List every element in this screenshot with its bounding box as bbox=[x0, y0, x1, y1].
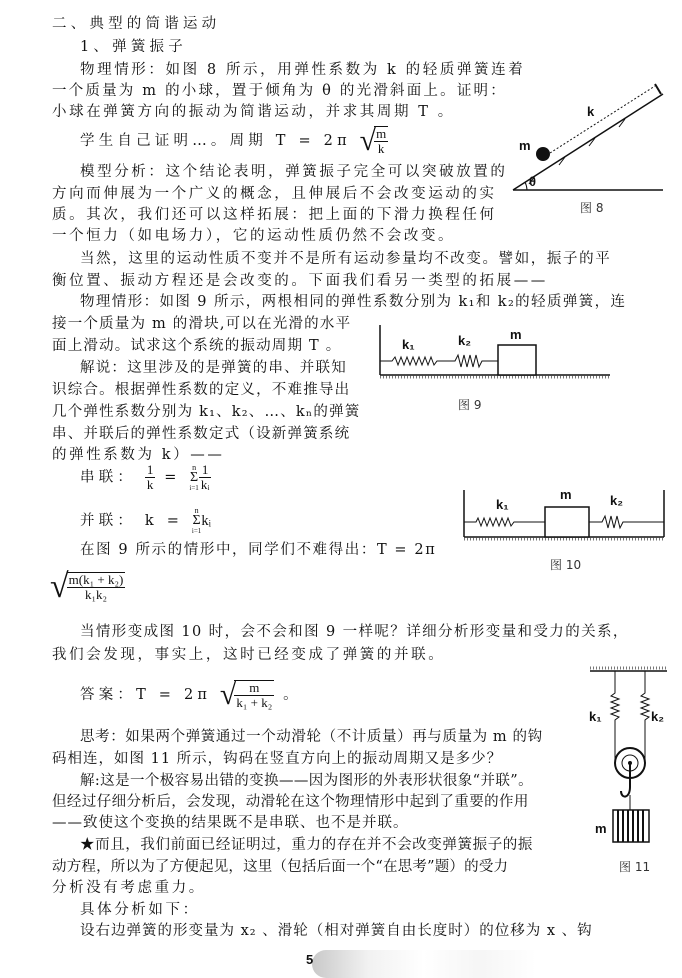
paragraph-line: 动方程，所以为了方便起见，这里（包括后面一个“在思考”题）的受力 bbox=[52, 859, 509, 875]
paragraph-line: 接一个质量为 m 的滑块,可以在光滑的水平 bbox=[52, 316, 352, 332]
paragraph-line: 思考：如果两个弹簧通过一个动滑轮（不计质量）再与质量为 m 的钩 bbox=[80, 729, 543, 745]
sqrt: √ $\frac{m}{k}$ bbox=[359, 124, 387, 157]
paragraph-line: 我们会发现，事实上，这时已经变成了弹簧的并联。 bbox=[52, 647, 446, 663]
label-k1: k₁ bbox=[589, 709, 602, 724]
period-formula bbox=[80, 126, 388, 156]
label-k2: k₂ bbox=[651, 709, 665, 724]
formula-label: 串联： bbox=[80, 469, 137, 486]
denominator: k₁ + k₂ bbox=[236, 695, 273, 710]
paragraph-line: 识综合。根据弹性系数的定义，不难推导出 bbox=[52, 382, 351, 398]
paragraph-line: 几个弹性系数分别为 k₁、k₂、…、kₙ的弹簧 bbox=[52, 404, 361, 420]
denominator: k₁k₂ bbox=[84, 587, 108, 602]
label-m: m bbox=[510, 327, 522, 342]
label-k: k bbox=[587, 104, 595, 119]
paragraph-line: 面上滑动。试求这个系统的振动周期 T 。 bbox=[52, 338, 342, 354]
summation: n Σ i=1 bbox=[189, 462, 199, 492]
scan-smudge bbox=[312, 950, 592, 978]
figure-11-pulley-springs bbox=[585, 665, 670, 880]
paragraph-line: 当然，这里的运动性质不变并不是所有运动参量均不改变。譬如，振子的平 bbox=[80, 251, 612, 267]
paragraph-line: 质。其次，我们还可以这样拓展：把上面的下滑力换程任何 bbox=[52, 207, 497, 223]
paragraph-line: 小球在弹簧方向的振动为简谐运动，并求其周期 T 。 bbox=[52, 104, 455, 120]
sqrt-formula: √ $\frac{\text{m(k₁ + k₂)}}{\text{k₁k₂}}$ bbox=[50, 568, 124, 605]
paragraph-line: 一个恒力（如电场力），它的运动性质仍然不会改变。 bbox=[52, 228, 456, 244]
paragraph-line: 方向而伸展为一个广义的概念，且伸展后不会改变运动的实 bbox=[52, 186, 497, 202]
answer-formula: 答案：T = 2π √ $\frac{m}{\text{k₁ + k₂}}$ 。 bbox=[80, 678, 302, 711]
figure-caption: 图 10 bbox=[550, 558, 582, 572]
equals: = bbox=[166, 513, 184, 529]
paragraph-line: 模型分析：这个结论表明，弹簧振子完全可以突破放置的 bbox=[80, 164, 508, 180]
paragraph-line: 解说：这里涉及的是弹簧的串、并联知 bbox=[80, 360, 347, 376]
figure-caption: 图 8 bbox=[580, 201, 604, 215]
paragraph-line: 当情形变成图 10 时，会不会和图 9 一样呢？详细分析形变量和受力的关系， bbox=[80, 624, 629, 640]
numerator: m bbox=[376, 126, 387, 141]
numerator: m bbox=[234, 681, 274, 696]
figure-9-series-springs bbox=[370, 325, 615, 415]
subsection-title: 1、弹簧振子 bbox=[80, 39, 187, 55]
paragraph-line: 具体分析如下： bbox=[80, 902, 200, 918]
section-title: 二、典型的筒谐运动 bbox=[52, 16, 221, 32]
figure-caption: 图 9 bbox=[458, 398, 482, 412]
paragraph-line: 衡位置、振动方程还是会改变的。下面我们看另一类型的拓展—— bbox=[52, 273, 548, 289]
figure-8-incline bbox=[505, 82, 670, 217]
paragraph-line: 码相连，如图 11 所示，钩码在竖直方向上的振动周期又是多少？ bbox=[52, 751, 503, 767]
paragraph-line: 解:这是一个极容易出错的变换——因为图形的外表形状很象“并联”。 bbox=[80, 773, 534, 789]
paragraph-line: 一个质量为 m 的小球，置于倾角为 θ 的光滑斜面上。证明： bbox=[52, 83, 507, 99]
paragraph-line: ——致使这个变换的结果既不是串联、也不是并联。 bbox=[52, 815, 409, 831]
paragraph-line: 设右边弹簧的形变量为 x₂ 、滑轮（相对弹簧自由长度时）的位移为 x 、钩 bbox=[80, 923, 593, 939]
series-formula bbox=[80, 463, 211, 492]
numerator: 1 bbox=[146, 462, 154, 477]
figure-10-parallel-springs bbox=[460, 485, 670, 575]
formula-text: 学生自己证明…。周期 T = 2π bbox=[80, 133, 351, 149]
equals: = bbox=[164, 469, 181, 486]
denominator: k bbox=[377, 141, 385, 156]
label-theta: θ bbox=[529, 174, 537, 189]
paragraph-line: 在图 9 所示的情形中，同学们不难得出：T = 2π bbox=[80, 542, 437, 558]
period: 。 bbox=[283, 687, 302, 703]
paragraph-line: 物理情形：如图 8 所示，用弹性系数为 k 的轻质弹簧连着 bbox=[80, 62, 526, 78]
label-k2: k₂ bbox=[610, 493, 624, 508]
paragraph-line: ★而且，我们前面已经证明过，重力的存在并不会改变弹簧振子的振 bbox=[80, 837, 533, 853]
paragraph-line: 的弹性系数为 k）—— bbox=[52, 447, 225, 463]
numerator: m(k₁ + k₂) bbox=[68, 572, 124, 587]
label-k1: k₁ bbox=[402, 337, 415, 352]
numerator: 1 bbox=[199, 463, 212, 478]
denominator: k bbox=[146, 477, 154, 492]
figure-caption: 图 11 bbox=[619, 860, 651, 874]
label-k1: k₁ bbox=[496, 497, 509, 512]
denominator: kᵢ bbox=[200, 477, 210, 492]
paragraph-line: 物理情形：如图 9 所示，两根相同的弹性系数分别为 k₁和 k₂的轻质弹簧，连 bbox=[80, 294, 627, 310]
label-m: m bbox=[519, 138, 531, 153]
label-m: m bbox=[560, 487, 572, 502]
paragraph-line: 串、并联后的弹性系数定式（设新弹簧系统 bbox=[52, 426, 351, 442]
formula-text: 答案：T = 2π bbox=[80, 687, 212, 703]
lhs: k bbox=[144, 513, 158, 529]
label-k2: k₂ bbox=[458, 333, 472, 348]
paragraph-line: 但经过仔细分析后，会发现，动滑轮在这个物理情形中起到了重要的作用 bbox=[52, 794, 529, 810]
parallel-formula bbox=[80, 507, 211, 535]
summation: n Σ i=1 bbox=[191, 506, 202, 535]
formula-label: 并联： bbox=[80, 513, 137, 529]
rhs: kᵢ bbox=[201, 513, 211, 529]
paragraph-line: 分析没有考虑重力。 bbox=[52, 880, 206, 896]
page-number: 5 bbox=[306, 952, 314, 967]
label-m: m bbox=[595, 821, 607, 836]
